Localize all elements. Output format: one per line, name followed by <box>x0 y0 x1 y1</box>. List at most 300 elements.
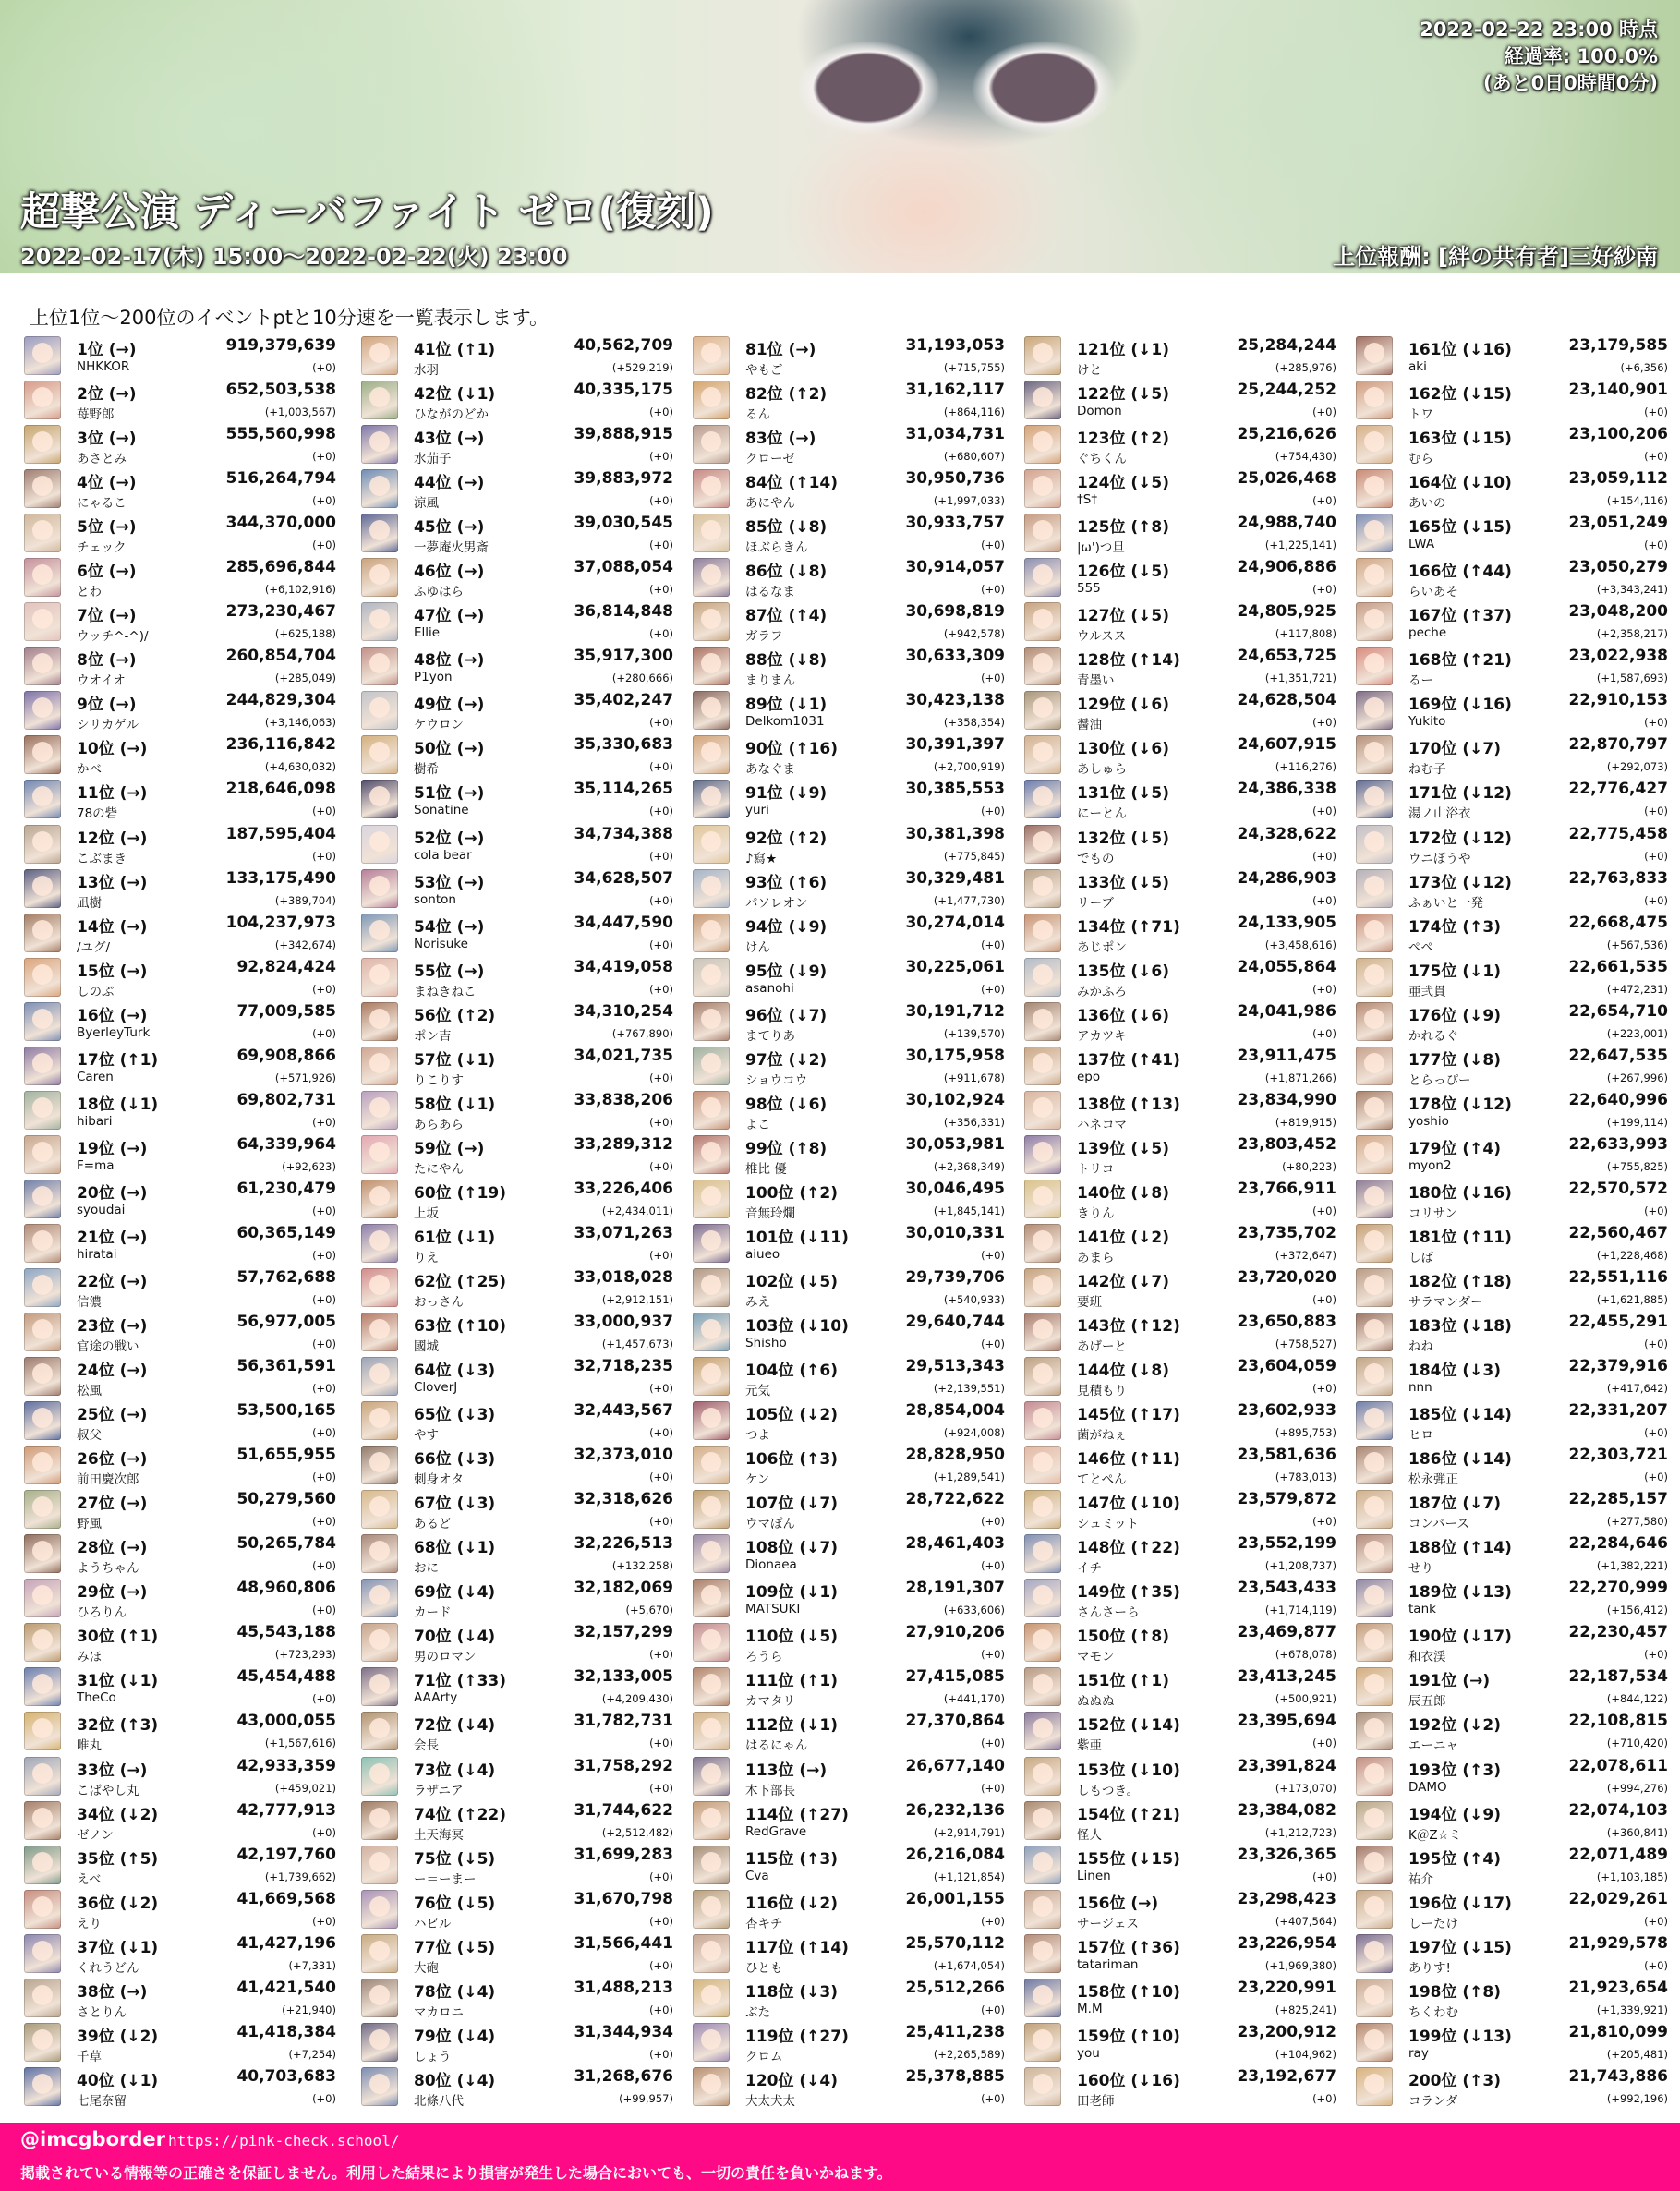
ranking-entry <box>693 556 1005 600</box>
rank-label: 8位 (→) <box>77 651 137 671</box>
rank-label: 134位 (↑71) <box>1077 917 1180 937</box>
event-points: 218,646,098 <box>225 780 336 799</box>
player-name: えり <box>77 1916 102 1931</box>
idol-card-icon <box>361 1135 398 1174</box>
player-name: イチ <box>1077 1561 1102 1577</box>
rank-label: 46位 (→) <box>414 563 485 582</box>
event-points: 45,543,188 <box>236 1623 336 1642</box>
ten-minute-delta: (+1,457,673) <box>601 1338 673 1351</box>
player-name: にーとん <box>1077 806 1127 822</box>
player-name: 音無玲爛 <box>745 1205 795 1221</box>
event-points: 104,237,973 <box>225 913 336 932</box>
event-points: 21,810,099 <box>1568 2022 1668 2041</box>
ten-minute-delta: (+0) <box>1644 1958 1668 1972</box>
event-points: 31,758,292 <box>574 1756 673 1775</box>
progress-rate: 経過率: 100.0% <box>1504 45 1658 67</box>
rank-label: 16位 (→) <box>77 1006 148 1025</box>
player-name: †S† <box>1077 492 1098 508</box>
player-name: ゼノン <box>77 1827 114 1843</box>
event-points: 23,604,059 <box>1237 1357 1336 1376</box>
rank-label: 35位 (↑5) <box>77 1849 159 1869</box>
idol-card-icon <box>1024 425 1061 464</box>
rank-label: 118位 (↓3) <box>745 1982 839 2002</box>
rank-label: 81位 (→) <box>745 341 816 359</box>
ten-minute-delta: (+358,354) <box>943 716 1005 730</box>
ranking-entry <box>1356 1710 1668 1754</box>
event-points: 23,834,990 <box>1237 1090 1336 1109</box>
idol-card-icon <box>1024 1268 1061 1307</box>
player-name: ありす! <box>1408 1960 1451 1976</box>
idol-card-icon <box>361 1846 398 1884</box>
idol-card-icon <box>1024 469 1061 508</box>
event-points: 50,279,560 <box>236 1490 336 1509</box>
ten-minute-delta: (+0) <box>1312 1515 1336 1529</box>
ranking-entry <box>693 1932 1005 1977</box>
rank-label: 31位 (↓1) <box>77 1672 159 1691</box>
idol-card-icon <box>24 381 61 419</box>
ranking-entry <box>24 912 336 956</box>
ten-minute-delta: (+0) <box>312 1026 336 1040</box>
ranking-entry <box>24 1045 336 1089</box>
player-name: しば <box>1408 1250 1433 1265</box>
ranking-entry <box>1356 645 1668 689</box>
ten-minute-delta: (+1,674,054) <box>933 1958 1005 1972</box>
player-name: 苺野郎 <box>77 407 115 423</box>
rank-label: 51位 (→) <box>414 784 485 804</box>
ten-minute-delta: (+0) <box>312 1426 336 1440</box>
idol-card-icon <box>361 1757 398 1796</box>
event-points: 23,735,702 <box>1237 1223 1336 1242</box>
event-points: 24,607,915 <box>1237 735 1336 755</box>
event-points: 30,633,309 <box>905 647 1005 666</box>
player-name: まりまん <box>745 673 795 689</box>
ranking-entry <box>361 778 673 822</box>
rank-label: 25位 (→) <box>77 1406 148 1425</box>
event-points: 22,455,291 <box>1568 1313 1668 1332</box>
ten-minute-delta: (+2,512,482) <box>601 1825 673 1839</box>
player-name: らいあそ <box>1408 585 1458 600</box>
idol-card-icon <box>1024 1401 1061 1440</box>
ten-minute-delta: (+0) <box>1312 494 1336 508</box>
ranking-entry <box>24 956 336 1000</box>
ten-minute-delta: (+0) <box>981 539 1005 552</box>
ten-minute-delta: (+819,915) <box>1275 1115 1336 1129</box>
event-points: 31,699,283 <box>574 1845 673 1864</box>
rank-label: 93位 (↑6) <box>745 873 828 892</box>
event-points: 30,933,757 <box>905 514 1005 533</box>
player-name: CloverJ <box>414 1380 458 1396</box>
event-points: 42,933,359 <box>236 1756 336 1775</box>
ten-minute-delta: (+360,841) <box>1606 1825 1668 1839</box>
rank-label: 101位 (↓11) <box>745 1228 849 1247</box>
idol-card-icon <box>361 825 398 864</box>
rank-label: 52位 (→) <box>414 829 485 848</box>
idol-card-icon <box>24 1846 61 1884</box>
rank-label: 22位 (→) <box>77 1272 148 1291</box>
ranking-entry <box>361 1844 673 1888</box>
player-name: aki <box>1408 359 1427 374</box>
ten-minute-delta: (+280,666) <box>611 672 673 685</box>
idol-card-icon <box>1024 1446 1061 1484</box>
ranking-entry <box>361 2065 673 2110</box>
ranking-entry <box>361 467 673 512</box>
player-name: しもつき。 <box>1077 1783 1139 1798</box>
ten-minute-delta: (+0) <box>1644 849 1668 863</box>
rank-label: 109位 (↓1) <box>745 1583 839 1603</box>
rank-label: 19位 (→) <box>77 1139 148 1158</box>
ten-minute-delta: (+0) <box>981 1248 1005 1262</box>
player-name: Domon <box>1077 404 1122 419</box>
idol-card-icon <box>1024 1047 1061 1085</box>
ten-minute-delta: (+285,049) <box>274 672 336 685</box>
idol-card-icon <box>1356 691 1393 730</box>
ten-minute-delta: (+0) <box>649 1248 673 1262</box>
idol-card-icon <box>361 425 398 464</box>
ten-minute-delta: (+0) <box>312 2091 336 2105</box>
idol-card-icon <box>1356 425 1393 464</box>
ten-minute-delta: (+132,258) <box>611 1559 673 1573</box>
ten-minute-delta: (+441,170) <box>943 1692 1005 1706</box>
ranking-entry <box>1024 1045 1336 1089</box>
event-points: 69,802,731 <box>236 1090 336 1109</box>
ranking-entry <box>1024 1311 1336 1355</box>
ranking-entry <box>24 1755 336 1799</box>
rank-label: 108位 (↓7) <box>745 1539 839 1558</box>
rank-label: 63位 (↑10) <box>414 1317 507 1337</box>
rank-label: 58位 (↓1) <box>414 1095 496 1114</box>
ranking-entry <box>693 2065 1005 2110</box>
player-name: 男のロマン <box>414 1650 477 1665</box>
idol-card-icon <box>693 1224 730 1263</box>
idol-card-icon <box>693 1446 730 1484</box>
event-points: 344,370,000 <box>225 514 336 533</box>
idol-card-icon <box>361 1979 398 2017</box>
rank-label: 166位 (↑44) <box>1408 563 1512 582</box>
idol-card-icon <box>1024 336 1061 375</box>
player-name: 上坂 <box>414 1205 439 1221</box>
ten-minute-delta: (+844,122) <box>1606 1692 1668 1706</box>
rank-label: 125位 (↑8) <box>1077 518 1170 538</box>
event-points: 22,775,458 <box>1568 824 1668 843</box>
player-name: 怪人 <box>1077 1827 1102 1843</box>
ten-minute-delta: (+1,103,185) <box>1596 1870 1668 1883</box>
rank-label: 47位 (→) <box>414 607 485 626</box>
rank-label: 197位 (↓15) <box>1408 1938 1512 1957</box>
event-points: 22,071,489 <box>1568 1845 1668 1864</box>
rank-label: 162位 (↓15) <box>1408 385 1512 405</box>
player-name: 元気 <box>745 1384 770 1399</box>
rank-label: 9位 (→) <box>77 696 137 715</box>
ten-minute-delta: (+0) <box>312 1292 336 1306</box>
ten-minute-delta: (+1,339,921) <box>1596 2003 1668 2016</box>
idol-card-icon <box>361 1490 398 1529</box>
ten-minute-delta: (+633,606) <box>943 1604 1005 1617</box>
idol-card-icon <box>24 1401 61 1440</box>
idol-card-icon <box>1024 825 1061 864</box>
idol-card-icon <box>1024 1180 1061 1218</box>
ten-minute-delta: (+0) <box>981 672 1005 685</box>
event-points: 21,743,886 <box>1568 2066 1668 2086</box>
rank-label: 73位 (↓4) <box>414 1761 496 1780</box>
ranking-entry <box>1356 1045 1668 1089</box>
event-points: 34,734,388 <box>574 824 673 843</box>
idol-card-icon <box>1356 1579 1393 1617</box>
player-name: ぶた <box>745 2004 770 2020</box>
event-points: 24,286,903 <box>1237 868 1336 888</box>
player-name: きりん <box>1077 1205 1115 1221</box>
ten-minute-delta: (+0) <box>312 494 336 508</box>
player-name: Dionaea <box>745 1557 797 1573</box>
player-name: P1yon <box>414 670 453 685</box>
event-points: 31,670,798 <box>574 1889 673 1908</box>
event-points: 22,870,797 <box>1568 735 1668 755</box>
ranking-entry <box>1356 1399 1668 1444</box>
ranking-entry <box>693 1133 1005 1178</box>
event-points: 64,339,964 <box>236 1134 336 1154</box>
ten-minute-delta: (+0) <box>981 2003 1005 2016</box>
ten-minute-delta: (+407,564) <box>1275 1914 1336 1928</box>
ranking-entry <box>1356 2021 1668 2065</box>
event-points: 33,838,206 <box>574 1090 673 1109</box>
ranking-entry <box>1024 1133 1336 1178</box>
event-points: 27,415,085 <box>905 1667 1005 1687</box>
twitter-handle[interactable]: @imcgborder <box>20 2128 166 2150</box>
rank-label: 14位 (→) <box>77 917 148 937</box>
ranking-entry <box>361 1089 673 1133</box>
event-points: 41,427,196 <box>236 1933 336 1953</box>
event-points: 22,763,833 <box>1568 868 1668 888</box>
player-name: シュミット <box>1077 1517 1139 1532</box>
ten-minute-delta: (+2,912,151) <box>601 1292 673 1306</box>
ranking-entry <box>1024 334 1336 379</box>
event-points: 23,766,911 <box>1237 1179 1336 1198</box>
ten-minute-delta: (+356,331) <box>943 1115 1005 1129</box>
event-points: 24,041,986 <box>1237 1001 1336 1021</box>
player-name: 千草 <box>77 2049 102 2064</box>
ranking-entry <box>693 467 1005 512</box>
rank-label: 13位 (→) <box>77 873 148 892</box>
event-points: 30,391,397 <box>905 735 1005 755</box>
idol-card-icon <box>361 381 398 419</box>
idol-card-icon <box>1024 958 1061 997</box>
idol-card-icon <box>693 869 730 908</box>
ranking-entry <box>693 1755 1005 1799</box>
ranking-entry <box>693 1710 1005 1754</box>
idol-card-icon <box>693 1091 730 1130</box>
ranking-entry <box>1356 1621 1668 1665</box>
idol-card-icon <box>1356 381 1393 419</box>
rank-label: 15位 (→) <box>77 962 148 981</box>
ten-minute-delta: (+942,578) <box>943 627 1005 641</box>
event-points: 23,552,199 <box>1237 1534 1336 1554</box>
idol-card-icon <box>361 1002 398 1041</box>
player-name: ちくわむ <box>1408 2004 1458 2020</box>
idol-card-icon <box>361 1401 398 1440</box>
idol-card-icon <box>24 825 61 864</box>
player-name: みかふろ <box>1077 984 1127 999</box>
rank-label: 40位 (↓1) <box>77 2071 159 2090</box>
player-name: はるにゃん <box>745 1738 808 1754</box>
site-link[interactable]: https://pink-check.school/ <box>168 2132 400 2149</box>
event-points: 26,001,155 <box>905 1889 1005 1908</box>
idol-card-icon <box>24 869 61 908</box>
rank-label: 182位 (↑18) <box>1408 1272 1512 1291</box>
player-name: epo <box>1077 1069 1101 1084</box>
rank-label: 38位 (→) <box>77 1982 148 2002</box>
event-points: 41,418,384 <box>236 2022 336 2041</box>
event-points: 22,776,427 <box>1568 780 1668 799</box>
ranking-entry <box>1024 1888 1336 1932</box>
event-points: 33,000,937 <box>574 1313 673 1332</box>
ten-minute-delta: (+117,808) <box>1275 627 1336 641</box>
ranking-entry <box>361 1799 673 1844</box>
event-points: 32,157,299 <box>574 1623 673 1642</box>
idol-card-icon <box>24 1091 61 1130</box>
idol-card-icon <box>1024 1091 1061 1130</box>
idol-card-icon <box>361 1446 398 1484</box>
idol-card-icon <box>361 1934 398 1973</box>
idol-card-icon <box>1356 1667 1393 1706</box>
ranking-entry <box>1356 556 1668 600</box>
player-name: トワ <box>1408 407 1433 423</box>
rank-label: 117位 (↑14) <box>745 1938 849 1957</box>
rank-label: 161位 (↓16) <box>1408 341 1512 359</box>
rank-label: 21位 (→) <box>77 1228 148 1247</box>
idol-card-icon <box>1024 514 1061 552</box>
ten-minute-delta: (+1,567,616) <box>264 1737 336 1750</box>
ranking-entry <box>24 556 336 600</box>
idol-card-icon <box>1356 1979 1393 2017</box>
player-name: 田老師 <box>1077 2093 1115 2109</box>
ranking-entry <box>693 2021 1005 2065</box>
ranking-entry <box>1024 512 1336 556</box>
player-name: あらあら <box>414 1117 464 1132</box>
player-name: りえ <box>414 1250 439 1265</box>
idol-card-icon <box>361 780 398 818</box>
ten-minute-delta: (+2,700,919) <box>933 760 1005 774</box>
event-points: 244,829,304 <box>225 691 336 710</box>
ranking-entry <box>24 645 336 689</box>
ranking-entry <box>693 1311 1005 1355</box>
event-points: 236,116,842 <box>225 735 336 755</box>
event-points: 30,950,736 <box>905 469 1005 489</box>
rank-label: 43位 (→) <box>414 430 485 449</box>
ten-minute-delta: (+767,890) <box>611 1026 673 1040</box>
rank-label: 147位 (↓10) <box>1077 1495 1180 1514</box>
rank-label: 76位 (↓5) <box>414 1894 496 1913</box>
player-name: あさとみ <box>77 452 127 467</box>
rank-label: 39位 (↓2) <box>77 2027 159 2046</box>
rank-label: 30位 (↑1) <box>77 1628 159 1647</box>
player-name: NHKKOR <box>77 359 130 374</box>
event-points: 31,162,117 <box>905 381 1005 400</box>
rank-label: 96位 (↓7) <box>745 1006 828 1025</box>
player-name: ガラフ <box>745 629 783 645</box>
ten-minute-delta: (+0) <box>1312 849 1336 863</box>
ten-minute-delta: (+758,527) <box>1275 1338 1336 1351</box>
player-name: 松風 <box>77 1384 102 1399</box>
player-name: てとぺん <box>1077 1472 1127 1488</box>
ten-minute-delta: (+0) <box>981 2091 1005 2105</box>
player-name: LWA <box>1408 537 1435 552</box>
ranking-entry <box>1024 689 1336 733</box>
ranking-entry <box>1024 1222 1336 1266</box>
ranking-entry <box>1356 1977 1668 2021</box>
event-points: 27,370,864 <box>905 1712 1005 1731</box>
ranking-entry <box>693 645 1005 689</box>
event-points: 23,391,824 <box>1237 1756 1336 1775</box>
ten-minute-delta: (+3,458,616) <box>1264 938 1336 951</box>
ranking-entry <box>1356 1178 1668 1222</box>
event-points: 35,402,247 <box>574 691 673 710</box>
ten-minute-delta: (+2,368,349) <box>933 1159 1005 1173</box>
ten-minute-delta: (+0) <box>312 1204 336 1217</box>
rank-label: 111位 (↑1) <box>745 1672 839 1691</box>
ten-minute-delta: (+0) <box>1312 805 1336 818</box>
player-name: 紫亜 <box>1077 1738 1102 1754</box>
rank-label: 78位 (↓4) <box>414 1982 496 2002</box>
ranking-column <box>693 334 1005 2110</box>
player-name: 和衣渓 <box>1408 1650 1446 1665</box>
idol-card-icon <box>693 1890 730 1929</box>
idol-card-icon <box>1356 869 1393 908</box>
rank-label: 168位 (↑21) <box>1408 651 1512 671</box>
rank-label: 1位 (→) <box>77 341 137 359</box>
ranking-entry <box>1356 1444 1668 1488</box>
ten-minute-delta: (+0) <box>312 1825 336 1839</box>
ranking-entry <box>361 1045 673 1089</box>
ten-minute-delta: (+0) <box>649 450 673 464</box>
player-name: にゃるこ <box>77 496 127 512</box>
ranking-entry <box>361 1399 673 1444</box>
ranking-entry <box>693 423 1005 467</box>
rank-label: 5位 (→) <box>77 518 137 538</box>
player-name: K＠Z☆ミ <box>1408 1827 1462 1843</box>
idol-card-icon <box>693 1979 730 2017</box>
ranking-entry <box>361 2021 673 2065</box>
event-points: 652,503,538 <box>225 381 336 400</box>
player-name: Sonatine <box>414 803 469 818</box>
ranking-entry <box>1024 467 1336 512</box>
player-name: 松永弾正 <box>1408 1472 1458 1488</box>
timestamp: 2022-02-22 23:00 時点 <box>1420 18 1658 41</box>
ten-minute-delta: (+0) <box>649 539 673 552</box>
ranking-entry <box>1024 1266 1336 1311</box>
event-points: 23,100,206 <box>1568 425 1668 444</box>
rank-label: 149位 (↑35) <box>1077 1583 1180 1603</box>
idol-card-icon <box>24 958 61 997</box>
rank-label: 97位 (↓2) <box>745 1050 828 1070</box>
event-points: 23,720,020 <box>1237 1267 1336 1287</box>
rank-label: 126位 (↓5) <box>1077 563 1170 582</box>
player-name: RedGrave <box>745 1823 807 1839</box>
ten-minute-delta: (+0) <box>981 1914 1005 1928</box>
rank-label: 3位 (→) <box>77 430 137 449</box>
rank-label: 187位 (↓7) <box>1408 1495 1502 1514</box>
ten-minute-delta: (+0) <box>649 716 673 730</box>
event-points: 22,910,153 <box>1568 691 1668 710</box>
event-points: 31,566,441 <box>574 1933 673 1953</box>
rank-label: 80位 (↓4) <box>414 2071 496 2090</box>
player-name: あいの <box>1408 496 1446 512</box>
ranking-entry <box>1024 1977 1336 2021</box>
idol-card-icon <box>693 1313 730 1351</box>
idol-card-icon <box>1356 1490 1393 1529</box>
ranking-entry <box>693 1355 1005 1399</box>
event-points: 39,888,915 <box>574 425 673 444</box>
event-points: 25,244,252 <box>1237 381 1336 400</box>
ten-minute-delta: (+0) <box>1312 1737 1336 1750</box>
